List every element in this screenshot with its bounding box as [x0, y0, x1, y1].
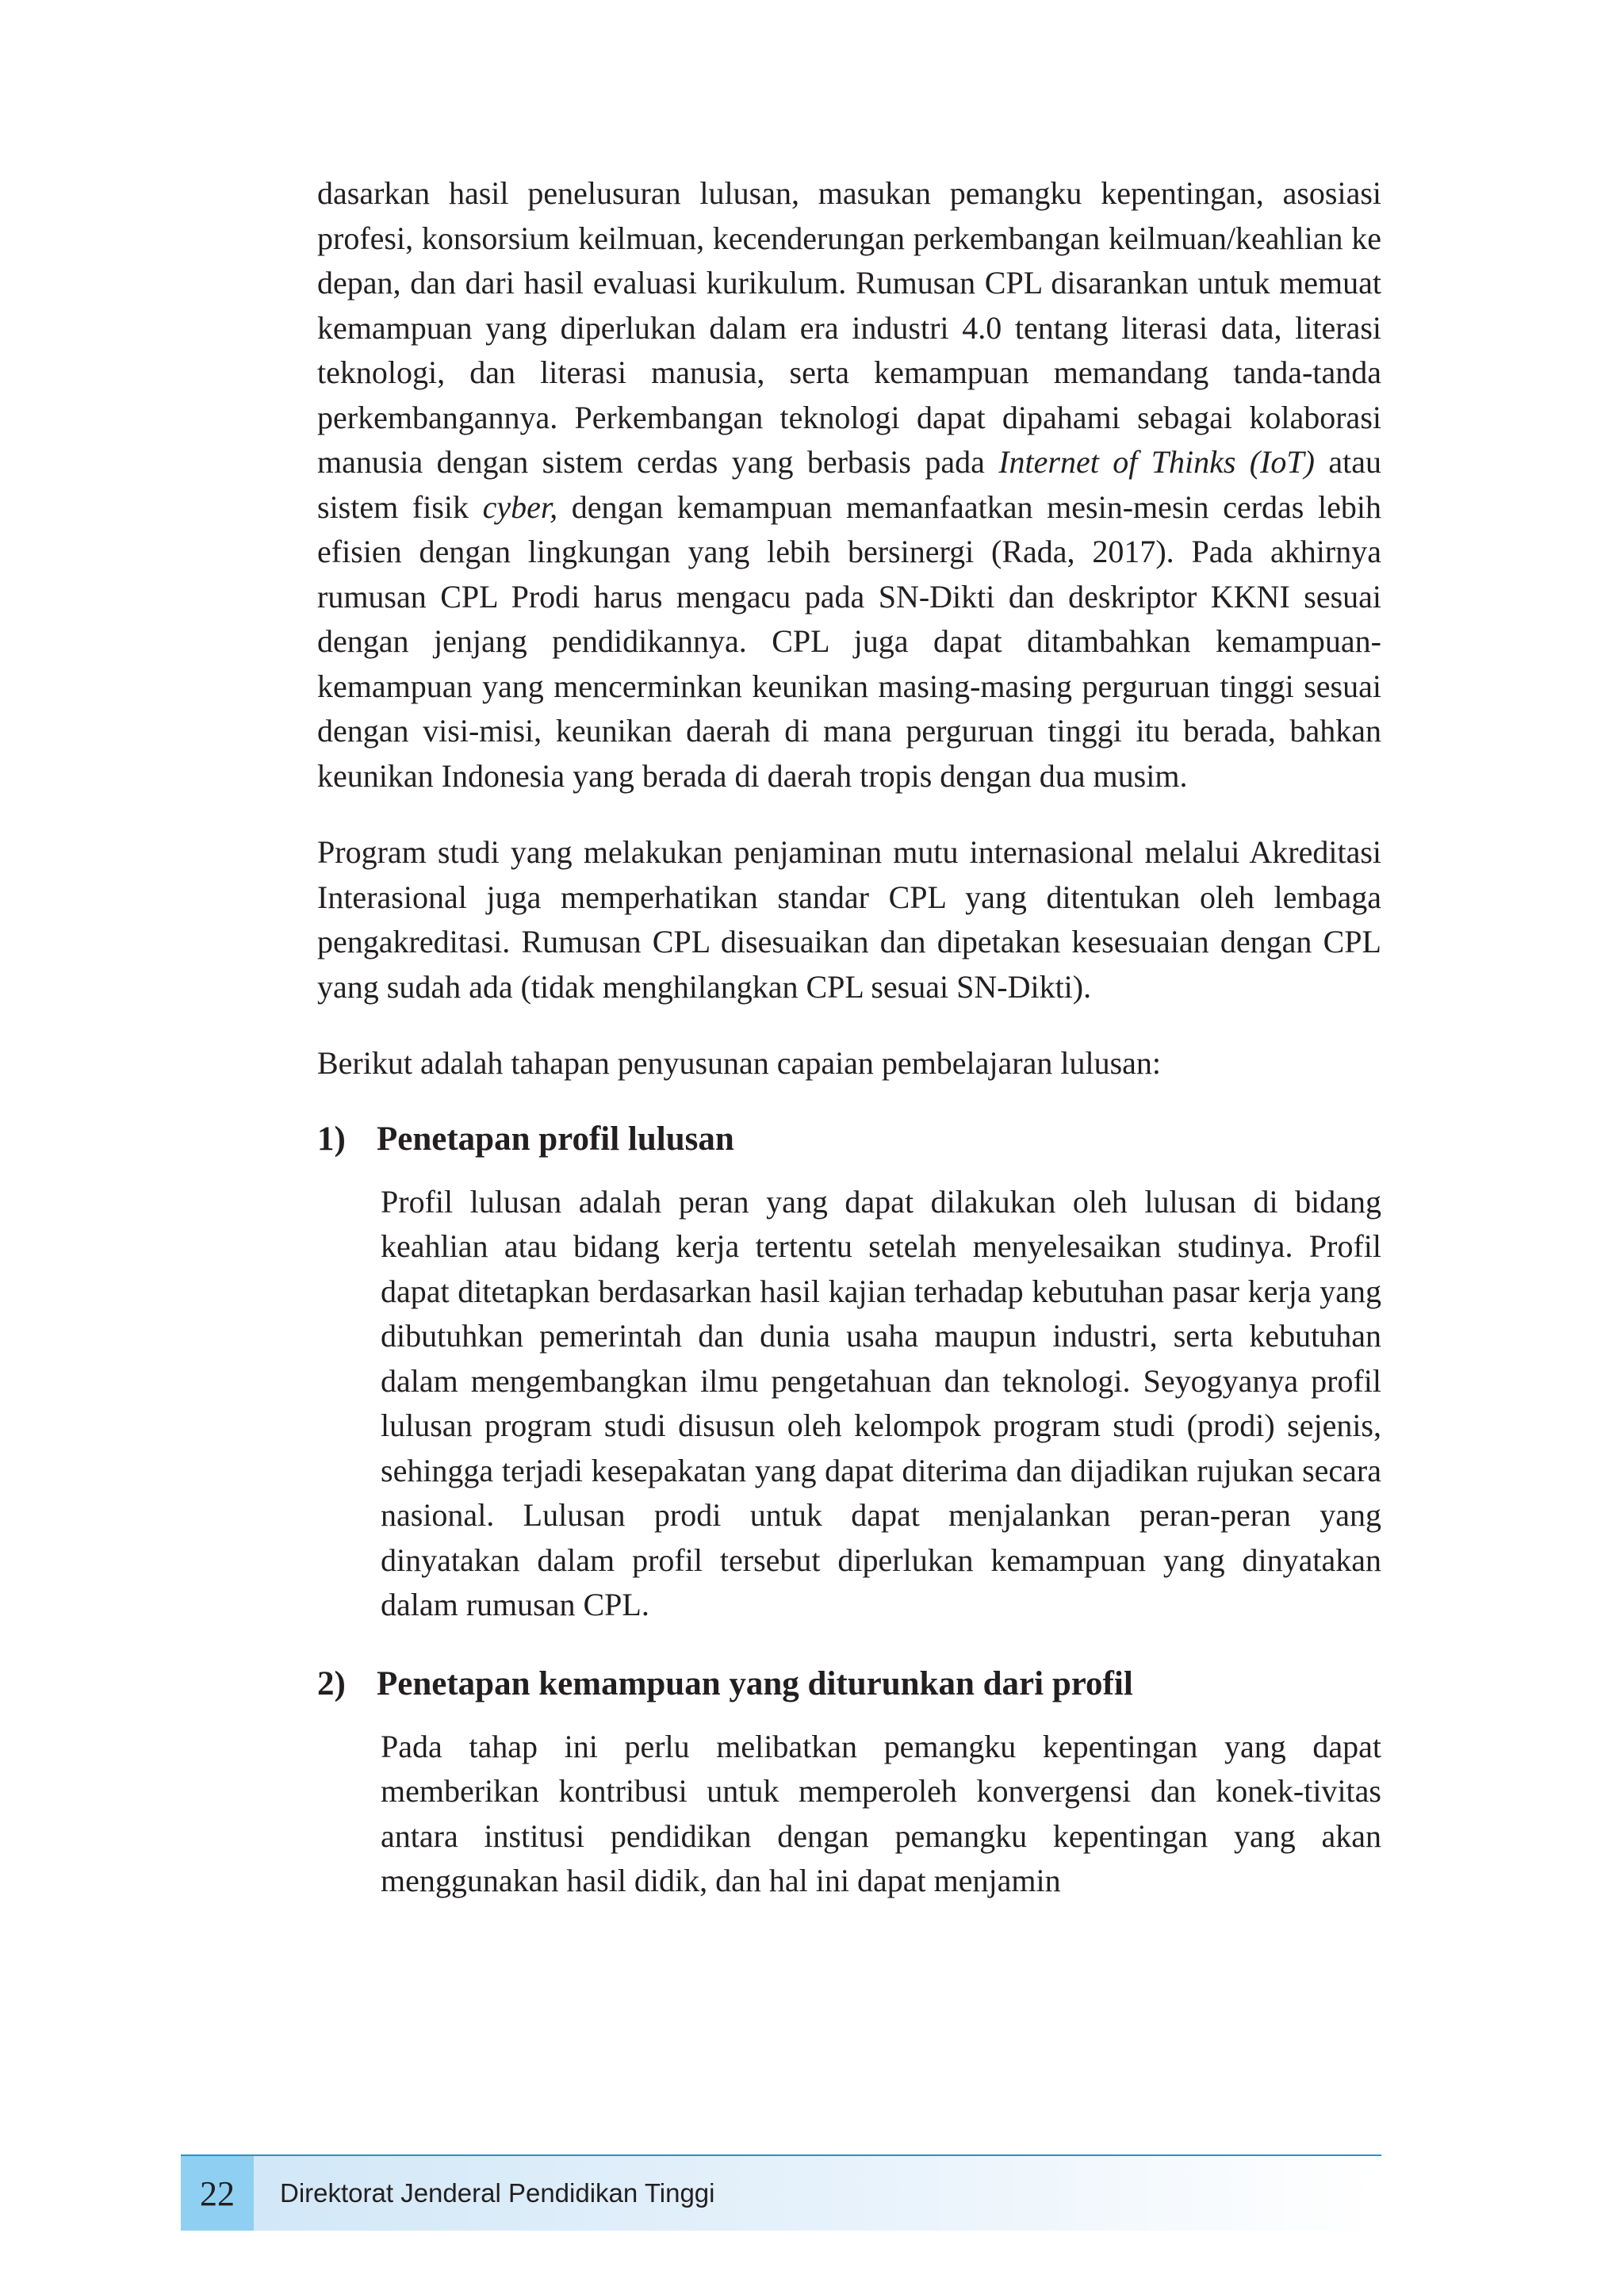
section-1-body: Profil lulusan adalah peran yang dapat dilakukan oleh lulusan di bidang keahlian atau bidang kerja tertentu setelah menyelesaikan studinya. Profil dapat ditetapkan berdasarkan hasil kajian terhadap kebutuhan pasar kerja yang dibutuhkan pemerintah dan dunia usaha maupun industri, serta kebutuhan dalam mengembangkan ilmu pengetahuan dan teknologi. Seyogyanya profil lulusan program studi disusun oleh kelompok program studi (prodi) sejenis, sehingga terjadi kesepakatan yang dapat diterima dan dijadikan rujukan secara nasional. Lulusan prodi untuk dapat menjalankan peran-peran yang dinyatakan dalam profil tersebut diperlukan kemampuan yang dinyatakan dalam rumusan CPL. — [381, 1183, 1381, 1622]
para1-text-c: dengan kemampuan memanfaatkan mesin-mesin cerdas lebih efisien dengan lingkungan yang lebih bersinergi (Rada, 2017). Pada akhirnya rumusan CPL Prodi harus mengacu pada SN-Dikti dan deskriptor KKNI sesuai dengan jenjang pendidikannya. CPL juga dapat ditambahkan kemampuan-kemampuan yang mencerminkan keunikan masing-masing perguruan tinggi sesuai dengan visi-misi, keunikan daerah di mana perguruan tinggi itu berada, bahkan keunikan Indonesia yang berada di daerah tropis dengan dua musim. — [317, 488, 1382, 794]
section-2 — [317, 1661, 1381, 1904]
footer-label: Direktorat Jenderal Pendidikan Tinggi — [280, 2178, 715, 2208]
page-content — [317, 171, 1381, 1937]
body-paragraph-1 — [317, 171, 1381, 799]
section-2-heading — [317, 1661, 1381, 1707]
body-paragraph-2: Program studi yang melakukan penjaminan mutu internasional melalui Akreditasi Interasional juga memperhatikan standar CPL yang ditentukan oleh lembaga pengakreditasi. Rumusan CPL disesuaikan dan dipetakan kesesuaian dengan CPL yang sudah ada (tidak menghilangkan CPL sesuai SN-Dikti). — [317, 834, 1381, 1005]
para1-italic-cyber: cyber, — [482, 488, 558, 525]
section-2-title: Penetapan kemampuan yang diturunkan dari profil — [377, 1664, 1133, 1702]
page-number: 22 — [181, 2156, 254, 2231]
section-1-heading — [317, 1116, 1381, 1162]
section-2-number: 2) — [317, 1664, 346, 1702]
section-2-body: Pada tahap ini perlu melibatkan pemangku kepentingan yang dapat memberikan kontribusi untuk memperoleh konvergensi dan konek-tivitas antara institusi pendidikan dengan pemangku kepentingan yang akan menggunakan hasil didik, dan hal ini dapat menjamin — [381, 1728, 1381, 1898]
section-1 — [317, 1116, 1381, 1628]
para1-text-a: dasarkan hasil penelusuran lulusan, masukan pemangku kepentingan, asosiasi profesi, konsorsium keilmuan, kecenderungan perkembangan keilmuan/keahlian ke depan, dan dari hasil evaluasi kurikulum. Rumusan CPL disarankan untuk memuat kemampuan yang diperlukan dalam era industri 4.0 tentang literasi data, literasi teknologi, dan literasi manusia, serta kemampuan memandang tanda-tanda perkembangannya. Perkembangan teknologi dapat dipahami sebagai kolaborasi manusia dengan sistem cerdas yang berbasis pada — [317, 175, 1381, 480]
section-1-number: 1) — [317, 1120, 346, 1158]
page-footer — [181, 2154, 1381, 2231]
body-paragraph-3: Berikut adalah tahapan penyusunan capaian pembelajaran lulusan: — [317, 1045, 1162, 1081]
para1-text-b: atau sistem fisik — [317, 444, 1382, 525]
para1-italic-iot: Internet of Thinks (IoT) — [998, 444, 1315, 480]
section-1-title: Penetapan profil lulusan — [377, 1120, 734, 1158]
